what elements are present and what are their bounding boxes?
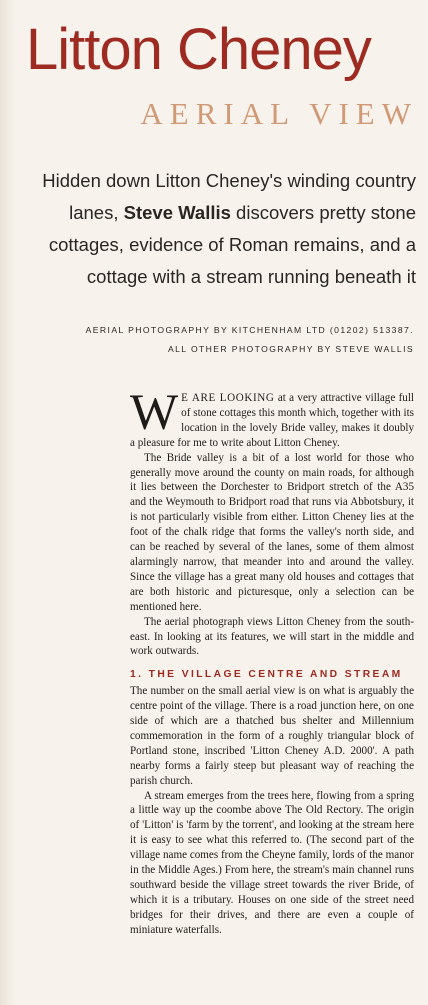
lead-in: E ARE LOOKING <box>181 392 275 404</box>
drop-cap: W <box>130 385 179 441</box>
standfirst-text-after: discovers pretty stone cottages, evidence of Roman remains, and a cottage with a stream running beneath it <box>48 202 416 287</box>
standfirst-text-before: Hidden down Litton Cheney's winding country lanes, <box>42 170 416 223</box>
article-paragraph: The aerial photograph views Litton Cheney from the south-east. In looking at its features, we will start in the middle and work outwards. <box>130 615 414 658</box>
article-paragraph-intro <box>130 385 414 451</box>
article-body <box>130 385 414 938</box>
page-gutter-shadow <box>0 0 14 1005</box>
section-paragraph: A stream emerges from the trees here, flowing from a spring a little way up the coombe above The Old Rectory. The origin of 'Litton' is 'farm by the torrent', and looking at the stream here it is easy to see what this referred to. (The second part of the village name comes from the Cheyne family, lords of the manor in the Middle Ages.) From here, the stream's main channel runs southward beside the village street towards the river Bride, of which it is a tributary. Houses on one side of the street need bridges for their drives, and there are even a couple of miniature waterfalls. <box>130 789 414 936</box>
section-heading: 1. THE VILLAGE CENTRE AND STREAM <box>130 669 403 681</box>
page-title: Litton Cheney <box>26 17 371 82</box>
intro-text: at a very attractive village full of stone cottages this month which, together with its location in the lovely Bride valley, makes it doubly a pleasure for me to write about Litton Cheney. <box>130 392 414 449</box>
photo-credits <box>14 321 414 359</box>
credit-line-aerial: AERIAL PHOTOGRAPHY BY KITCHENHAM LTD (01202) 513387. <box>85 325 414 335</box>
credit-line-other: ALL OTHER PHOTOGRAPHY BY STEVE WALLIS <box>167 344 414 354</box>
author-name: Steve Wallis <box>123 202 231 223</box>
standfirst <box>6 165 416 293</box>
page-subtitle: AERIAL VIEW <box>140 96 418 131</box>
section-paragraph: The number on the small aerial view is on what is arguably the centre point of the village. There is a road junction here, on one side of which are a thatched bus shelter and Millennium commemoration in the form of a roughly triangular block of Portland stone, inscribed 'Litton Cheney A.D. 2000'. A path nearby forms a fairly steep but pleasant way of reaching the parish church. <box>130 685 414 787</box>
article-paragraph: The Bride valley is a bit of a lost world for those who generally move around the county on main roads, for although it lies between the Dorchester to Bridport stretch of the A35 and the Weymouth to Bridport road that runs via Abbotsbury, it is not particularly visible from either. Litton Cheney lies at the foot of the chalk ridge that forms the valley's north side, and can be reached by several of the lanes, some of them almost alarmingly narrow, that meander into and around the valley. Since the village has a great many old houses and cottages that are both historic and picturesque, only a selection can be mentioned here. <box>130 451 414 613</box>
